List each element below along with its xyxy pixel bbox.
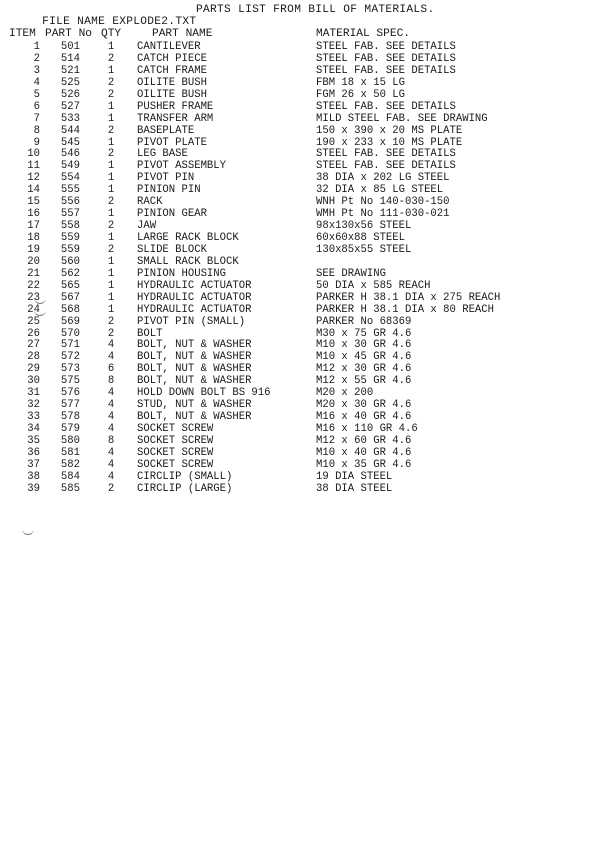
cell-qty: 2 — [107, 124, 115, 137]
cell-part-no: 514 — [60, 52, 80, 65]
table-row — [0, 101, 612, 113]
cell-material-spec: 38 DIA STEEL — [316, 482, 393, 495]
table-row — [0, 387, 612, 399]
cell-material-spec: M10 x 35 GR 4.6 — [316, 458, 412, 471]
table-row — [0, 328, 612, 340]
cell-part-no: 576 — [60, 387, 80, 400]
cell-qty: 8 — [107, 434, 115, 447]
cell-part-name: CIRCLIP (LARGE) — [137, 482, 233, 495]
cell-part-name: OILITE BUSH — [137, 88, 207, 101]
cell-part-no: 575 — [60, 375, 80, 388]
table-row — [0, 292, 612, 304]
cell-qty: 2 — [107, 52, 115, 65]
cell-qty: 4 — [107, 411, 115, 424]
cell-qty: 1 — [107, 64, 115, 77]
table-row — [0, 423, 612, 435]
cell-part-no: 555 — [60, 184, 80, 197]
cell-item: 20 — [27, 255, 40, 268]
cell-item: 2 — [33, 52, 40, 65]
table-row — [0, 77, 612, 89]
cell-material-spec: PARKER H 38.1 DIA x 275 REACH — [316, 291, 501, 304]
cell-material-spec: 50 DIA x 585 REACH — [316, 279, 431, 292]
cell-material-spec: M20 x 200 — [316, 387, 374, 400]
cell-qty: 2 — [107, 327, 115, 340]
cell-part-name: PIVOT PLATE — [137, 136, 207, 149]
cell-qty: 4 — [107, 339, 115, 352]
cell-qty: 2 — [107, 243, 115, 256]
table-row — [0, 172, 612, 184]
cell-part-name: CATCH FRAME — [137, 64, 207, 77]
cell-material-spec: STEEL FAB. SEE DETAILS — [316, 41, 456, 53]
cell-part-name: BOLT, NUT & WASHER — [137, 375, 252, 388]
cell-qty: 2 — [107, 196, 115, 209]
cell-part-name: HYDRAULIC ACTUATOR — [137, 303, 252, 316]
cell-part-name: BOLT, NUT & WASHER — [137, 339, 252, 352]
punch-hole-mark — [22, 526, 34, 535]
cell-part-name: SLIDE BLOCK — [137, 243, 207, 256]
cell-part-no: 573 — [60, 363, 80, 376]
cell-qty: 8 — [107, 375, 115, 388]
cell-material-spec: STEEL FAB. SEE DETAILS — [316, 148, 456, 161]
cell-part-name: CIRCLIP (SMALL) — [137, 470, 233, 483]
cell-item: 15 — [27, 196, 40, 209]
cell-qty: 1 — [107, 41, 115, 53]
table-row — [0, 208, 612, 220]
cell-part-no: 546 — [60, 148, 80, 161]
cell-part-no: 501 — [60, 41, 80, 53]
col-qty: QTY — [101, 28, 122, 40]
cell-part-no: 569 — [60, 315, 80, 328]
cell-item: 32 — [27, 399, 40, 412]
col-item: ITEM — [9, 28, 36, 40]
table-row — [0, 339, 612, 351]
cell-part-name: BOLT, NUT & WASHER — [137, 411, 252, 424]
cell-qty: 1 — [107, 100, 115, 113]
cell-part-name: SOCKET SCREW — [137, 458, 214, 471]
table-row — [0, 160, 612, 172]
cell-part-name: SMALL RACK BLOCK — [137, 255, 239, 268]
table-row — [0, 89, 612, 101]
cell-item: 4 — [33, 76, 40, 89]
cell-material-spec: MILD STEEL FAB. SEE DRAWING — [316, 112, 488, 125]
cell-part-no: 558 — [60, 220, 80, 233]
cell-item: 1 — [33, 41, 40, 53]
cell-qty: 1 — [107, 303, 115, 316]
cell-material-spec: FBM 18 x 15 LG — [316, 76, 406, 89]
cell-material-spec: FGM 26 x 50 LG — [316, 88, 406, 101]
cell-qty: 4 — [107, 458, 115, 471]
cell-qty: 1 — [107, 112, 115, 125]
cell-part-name: SOCKET SCREW — [137, 446, 214, 459]
cell-part-name: PINION GEAR — [137, 208, 207, 221]
cell-material-spec: 19 DIA STEEL — [316, 470, 393, 483]
cell-material-spec: M12 x 60 GR 4.6 — [316, 434, 412, 447]
cell-part-name: PINION PIN — [137, 184, 201, 197]
table-row — [0, 137, 612, 149]
cell-item: 23 — [27, 291, 40, 304]
cell-part-name: BASEPLATE — [137, 124, 195, 137]
table-row — [0, 375, 612, 387]
cell-part-no: 579 — [60, 423, 80, 435]
cell-qty: 1 — [107, 267, 115, 280]
cell-part-no: 549 — [60, 160, 80, 173]
cell-material-spec: STEEL FAB. SEE DETAILS — [316, 160, 456, 173]
cell-item: 7 — [33, 112, 40, 125]
table-row — [0, 399, 612, 411]
cell-item: 8 — [33, 124, 40, 137]
cell-material-spec: 38 DIA x 202 LG STEEL — [316, 172, 450, 185]
cell-qty: 4 — [107, 399, 115, 412]
table-row — [0, 411, 612, 423]
cell-part-name: HYDRAULIC ACTUATOR — [137, 291, 252, 304]
cell-item: 34 — [27, 423, 40, 435]
cell-material-spec: M16 x 40 GR 4.6 — [316, 411, 412, 424]
cell-qty: 1 — [107, 208, 115, 221]
cell-item: 12 — [27, 172, 40, 185]
cell-part-name: STUD, NUT & WASHER — [137, 399, 252, 412]
cell-part-no: 581 — [60, 446, 80, 459]
table-row — [0, 471, 612, 483]
table-row — [0, 148, 612, 160]
cell-part-no: 559 — [60, 232, 80, 244]
table-row — [0, 41, 612, 53]
cell-part-name: OILITE BUSH — [137, 76, 207, 89]
document-title: PARTS LIST FROM BILL OF MATERIALS. — [196, 4, 435, 16]
cell-qty: 1 — [107, 279, 115, 292]
cell-qty: 2 — [107, 148, 115, 161]
cell-item: 26 — [27, 327, 40, 340]
cell-item: 21 — [27, 267, 40, 280]
cell-material-spec: M10 x 40 GR 4.6 — [316, 446, 412, 459]
cell-item: 30 — [27, 375, 40, 388]
cell-part-no: 557 — [60, 208, 80, 221]
cell-part-no: 568 — [60, 303, 80, 316]
cell-item: 37 — [27, 458, 40, 471]
cell-qty: 2 — [107, 220, 115, 233]
cell-item: 35 — [27, 434, 40, 447]
cell-item: 10 — [27, 148, 40, 161]
cell-item: 25 — [27, 315, 40, 328]
cell-part-no: 580 — [60, 434, 80, 447]
cell-part-no: 567 — [60, 291, 80, 304]
cell-material-spec: PARKER H 38.1 DIA x 80 REACH — [316, 303, 495, 316]
cell-part-name: LEG BASE — [137, 148, 188, 161]
cell-item: 5 — [33, 88, 40, 101]
cell-part-no: 556 — [60, 196, 80, 209]
table-row — [0, 220, 612, 232]
cell-material-spec: 190 x 233 x 10 MS PLATE — [316, 136, 463, 149]
cell-material-spec: STEEL FAB. SEE DETAILS — [316, 64, 456, 77]
cell-part-name: RACK — [137, 196, 163, 209]
cell-item: 39 — [27, 482, 40, 495]
cell-material-spec: 130x85x55 STEEL — [316, 243, 412, 256]
table-row — [0, 184, 612, 196]
cell-item: 11 — [27, 160, 40, 173]
table-row — [0, 53, 612, 65]
cell-part-name: PIVOT PIN (SMALL) — [137, 315, 246, 328]
cell-material-spec: M12 x 30 GR 4.6 — [316, 363, 412, 376]
cell-qty: 4 — [107, 351, 115, 364]
cell-part-no: 559 — [60, 243, 80, 256]
table-row — [0, 304, 612, 316]
cell-material-spec: M10 x 30 GR 4.6 — [316, 339, 412, 352]
table-row — [0, 268, 612, 280]
column-headers — [0, 28, 612, 40]
cell-item: 6 — [33, 100, 40, 113]
cell-part-name: HOLD DOWN BOLT BS 916 — [137, 387, 271, 400]
table-row — [0, 351, 612, 363]
cell-material-spec: WMH Pt No 111-030-021 — [316, 208, 450, 221]
table-row — [0, 280, 612, 292]
cell-qty: 4 — [107, 446, 115, 459]
cell-item: 33 — [27, 411, 40, 424]
cell-part-name: PUSHER FRAME — [137, 100, 214, 113]
cell-part-name: PIVOT ASSEMBLY — [137, 160, 227, 173]
table-row — [0, 483, 612, 495]
cell-qty: 1 — [107, 232, 115, 244]
cell-item: 9 — [33, 136, 40, 149]
cell-qty: 1 — [107, 291, 115, 304]
cell-qty: 1 — [107, 172, 115, 185]
cell-part-no: 533 — [60, 112, 80, 125]
col-material-spec: MATERIAL SPEC. — [316, 28, 410, 40]
cell-material-spec: STEEL FAB. SEE DETAILS — [316, 100, 456, 113]
cell-part-name: CATCH PIECE — [137, 52, 207, 65]
cell-part-no: 582 — [60, 458, 80, 471]
cell-qty: 1 — [107, 255, 115, 268]
cell-item: 17 — [27, 220, 40, 233]
cell-qty: 2 — [107, 88, 115, 101]
cell-part-name: BOLT, NUT & WASHER — [137, 351, 252, 364]
cell-part-no: 584 — [60, 470, 80, 483]
cell-part-name: PIVOT PIN — [137, 172, 195, 185]
col-part-name: PART NAME — [152, 28, 213, 40]
cell-qty: 1 — [107, 160, 115, 173]
col-part-no: PART No — [45, 28, 92, 40]
cell-item: 16 — [27, 208, 40, 221]
cell-part-name: BOLT — [137, 327, 163, 340]
cell-part-name: SOCKET SCREW — [137, 423, 214, 435]
cell-part-name: LARGE RACK BLOCK — [137, 232, 239, 244]
cell-material-spec: SEE DRAWING — [316, 267, 386, 280]
cell-material-spec: M20 x 30 GR 4.6 — [316, 399, 412, 412]
cell-material-spec: M16 x 110 GR 4.6 — [316, 423, 418, 435]
table-row — [0, 65, 612, 77]
cell-qty: 2 — [107, 482, 115, 495]
cell-part-no: 545 — [60, 136, 80, 149]
cell-part-no: 554 — [60, 172, 80, 185]
cell-item: 24 — [27, 303, 40, 316]
cell-part-no: 560 — [60, 255, 80, 268]
cell-part-name: HYDRAULIC ACTUATOR — [137, 279, 252, 292]
table-row — [0, 447, 612, 459]
cell-part-name: CANTILEVER — [137, 41, 201, 53]
cell-part-no: 572 — [60, 351, 80, 364]
cell-item: 36 — [27, 446, 40, 459]
cell-part-no: 525 — [60, 76, 80, 89]
cell-item: 22 — [27, 279, 40, 292]
cell-part-name: TRANSFER ARM — [137, 112, 214, 125]
table-row — [0, 459, 612, 471]
cell-material-spec: 98x130x56 STEEL — [316, 220, 412, 233]
table-row — [0, 125, 612, 137]
cell-part-no: 577 — [60, 399, 80, 412]
cell-part-no: 562 — [60, 267, 80, 280]
cell-part-no: 526 — [60, 88, 80, 101]
cell-item: 28 — [27, 351, 40, 364]
table-row — [0, 435, 612, 447]
cell-part-name: PINION HOUSING — [137, 267, 227, 280]
cell-qty: 4 — [107, 387, 115, 400]
cell-material-spec: STEEL FAB. SEE DETAILS — [316, 52, 456, 65]
cell-item: 3 — [33, 64, 40, 77]
cell-part-no: 565 — [60, 279, 80, 292]
cell-part-no: 527 — [60, 100, 80, 113]
parts-table — [0, 41, 612, 495]
cell-material-spec: M10 x 45 GR 4.6 — [316, 351, 412, 364]
cell-part-no: 544 — [60, 124, 80, 137]
cell-part-no: 570 — [60, 327, 80, 340]
table-row — [0, 256, 612, 268]
cell-item: 38 — [27, 470, 40, 483]
cell-item: 29 — [27, 363, 40, 376]
cell-qty: 6 — [107, 363, 115, 376]
cell-qty: 1 — [107, 184, 115, 197]
cell-part-name: BOLT, NUT & WASHER — [137, 363, 252, 376]
cell-material-spec: M30 x 75 GR 4.6 — [316, 327, 412, 340]
table-row — [0, 363, 612, 375]
table-row — [0, 232, 612, 244]
cell-qty: 1 — [107, 136, 115, 149]
cell-material-spec: M12 x 55 GR 4.6 — [316, 375, 412, 388]
cell-material-spec: WNH Pt No 140-030-150 — [316, 196, 450, 209]
cell-part-no: 521 — [60, 64, 80, 77]
table-row — [0, 316, 612, 328]
cell-item: 19 — [27, 243, 40, 256]
cell-qty: 4 — [107, 470, 115, 483]
cell-item: 31 — [27, 387, 40, 400]
cell-qty: 2 — [107, 76, 115, 89]
cell-item: 18 — [27, 232, 40, 244]
cell-part-no: 571 — [60, 339, 80, 352]
table-row — [0, 196, 612, 208]
cell-material-spec: 150 x 390 x 20 MS PLATE — [316, 124, 463, 137]
cell-item: 27 — [27, 339, 40, 352]
cell-material-spec: 60x60x88 STEEL — [316, 232, 406, 244]
table-row — [0, 113, 612, 125]
cell-part-no: 578 — [60, 411, 80, 424]
cell-material-spec: 32 DIA x 85 LG STEEL — [316, 184, 444, 197]
cell-part-name: JAW — [137, 220, 157, 233]
file-name-label: FILE NAME EXPLODE2.TXT — [42, 16, 197, 28]
table-row — [0, 244, 612, 256]
cell-qty: 4 — [107, 423, 115, 435]
cell-qty: 2 — [107, 315, 115, 328]
cell-part-name: SOCKET SCREW — [137, 434, 214, 447]
cell-item: 14 — [27, 184, 40, 197]
cell-material-spec: PARKER No 68369 — [316, 315, 412, 328]
cell-part-no: 585 — [60, 482, 80, 495]
